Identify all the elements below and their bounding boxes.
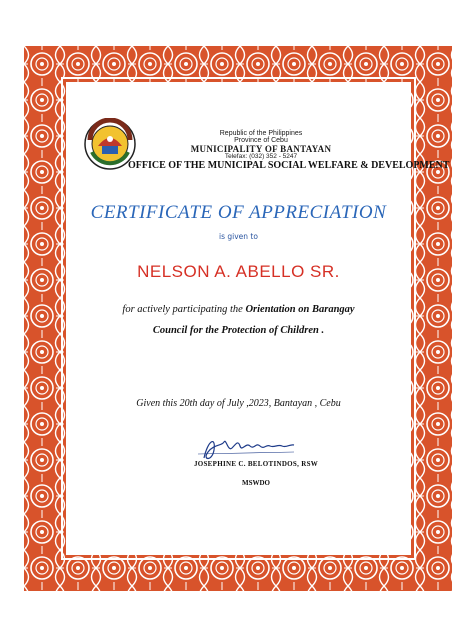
certificate-body bbox=[66, 82, 450, 555]
letterhead bbox=[176, 130, 346, 161]
recipient-name: NELSON A. ABELLO SR. bbox=[137, 262, 340, 281]
reason-line-1 bbox=[66, 304, 411, 315]
republic-line: Republic of the Philippines bbox=[219, 130, 303, 137]
reason-event-part-2: Council for the Protection of Children . bbox=[152, 325, 325, 336]
municipality-line: MUNICIPALITY OF BANTAYAN bbox=[190, 143, 332, 154]
date-place-line: Given this 20th day of July ,2023, Bantayan , Cebu bbox=[136, 398, 341, 409]
certificate-title: CERTIFICATE OF APPRECIATION bbox=[90, 202, 387, 223]
given-to-text: is given to bbox=[219, 232, 258, 241]
reason-event-part-1: Orientation on Barangay bbox=[245, 304, 355, 315]
certificate bbox=[24, 46, 452, 591]
reason-prefix: for actively participating the bbox=[122, 304, 243, 315]
telefax-line: Telefax: (032) 352 - 5247 bbox=[224, 153, 298, 161]
signatory-title: MSWDO bbox=[242, 479, 270, 487]
province-line: Province of Cebu bbox=[234, 137, 288, 145]
office-name: OFFICE OF THE MUNICIPAL SOCIAL WELFARE & DEVELOPMENT bbox=[128, 160, 450, 171]
signatory-name: JOSEPHINE C. BELOTINDOS, RSW bbox=[193, 460, 319, 468]
